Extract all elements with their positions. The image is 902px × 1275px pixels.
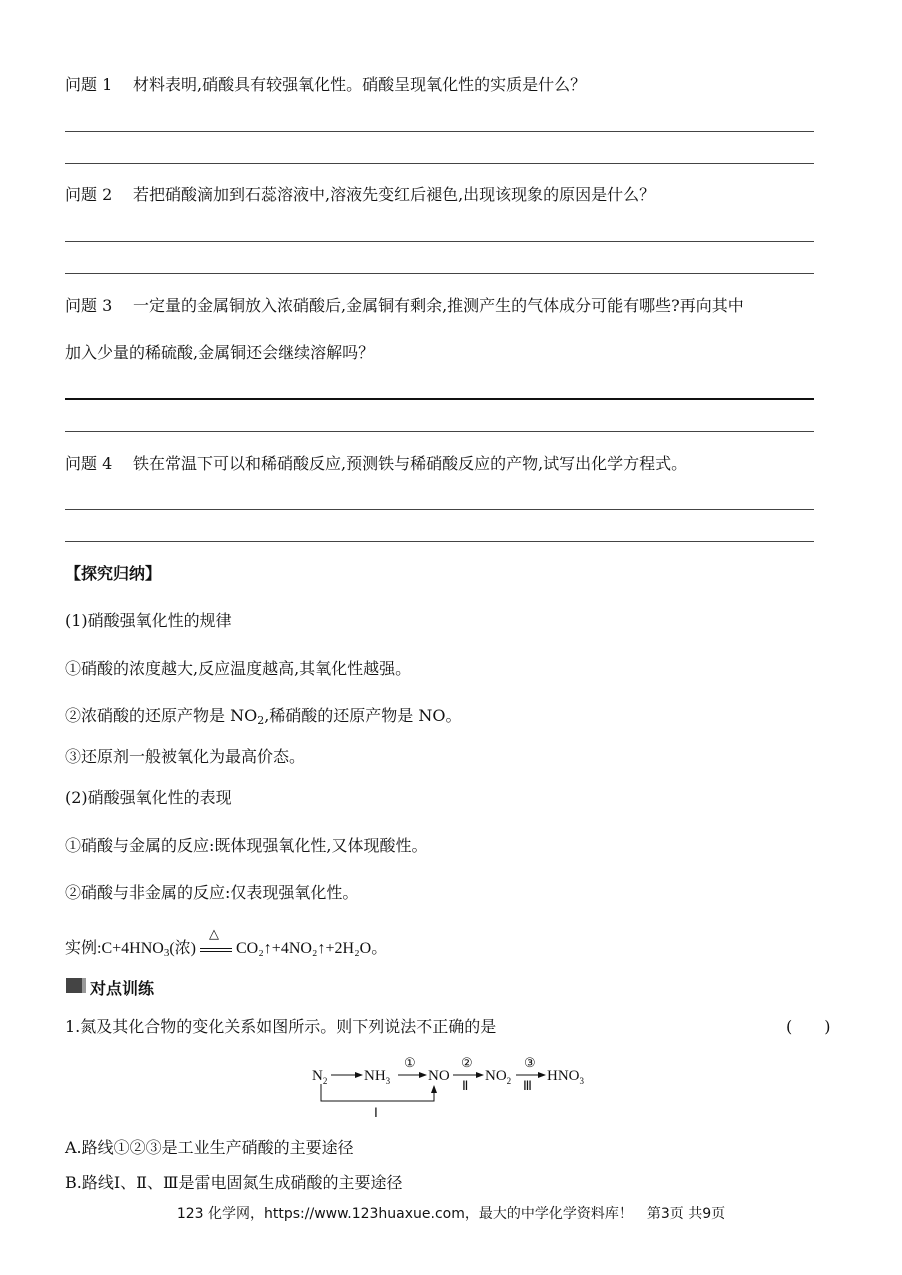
example-equation: [65, 926, 388, 959]
rule-2-text-b: ,稀硝酸的还原产物是 NO。: [264, 706, 462, 725]
question-2: [65, 182, 655, 205]
section-tag-icon: [66, 978, 82, 993]
rule-2: [65, 703, 462, 726]
roman-2-label: Ⅱ: [462, 1078, 469, 1093]
answer-line: [65, 509, 814, 510]
equation-products: CO₂↑+4NO₂↑+2H₂O。: [235, 940, 388, 957]
page-footer: 123 化学网，https://www.123huaxue.com，最大的中学化学资料库！ 第3页 共9页: [176, 1206, 726, 1222]
roman-3-label: Ⅲ: [523, 1078, 532, 1093]
answer-line: [65, 398, 814, 400]
question-4-label: 问题 4: [65, 454, 113, 473]
question-4: [65, 451, 687, 474]
question-4-text: 铁在常温下可以和稀硝酸反应,预测铁与稀硝酸反应的产物,试写出化学方程式。: [133, 454, 688, 473]
node-no: NO: [428, 1068, 450, 1084]
step-3-label: ③: [524, 1055, 536, 1070]
equation-subscript: 3: [163, 947, 170, 959]
question-1-label: 问题 1: [65, 75, 113, 94]
option-a: A.路线①②③是工业生产硝酸的主要途径: [65, 1138, 354, 1157]
reaction-arrow: [200, 926, 232, 958]
step-2-label: ②: [461, 1055, 473, 1070]
equation-reactants: 实例:C+4HNO: [65, 940, 164, 957]
rule-2-text-a: ②浓硝酸的还原产物是 NO: [65, 706, 258, 725]
node-nh3: $NH_3$: [364, 1068, 391, 1086]
summary-heading: 【探究归纳】: [65, 564, 162, 583]
arrow-n2-no: [321, 1084, 434, 1101]
question-1: [65, 72, 586, 95]
rule-2-subscript: 2: [257, 714, 265, 727]
node-hno3: $HNO_3$: [547, 1068, 584, 1086]
answer-line: [65, 131, 814, 132]
performance-1: ①硝酸与金属的反应:既体现强氧化性,又体现酸性。: [65, 836, 428, 855]
heat-symbol: △: [208, 926, 219, 942]
equation-concentrated: (浓): [169, 940, 196, 957]
question-3-text: 一定量的金属铜放入浓硝酸后,金属铜有剩余,推测产生的气体成分可能有哪些?再向其中: [133, 296, 744, 315]
answer-bracket: ( ): [786, 1017, 831, 1036]
performance-title: (2)硝酸强氧化性的表现: [65, 788, 232, 807]
roman-1-label: Ⅰ: [374, 1105, 378, 1120]
rule-1: ①硝酸的浓度越大,反应温度越高,其氧化性越强。: [65, 659, 412, 678]
answer-line: [65, 273, 814, 274]
rules-title: (1)硝酸强氧化性的规律: [65, 611, 232, 630]
answer-line: [65, 241, 814, 242]
step-1-label: ①: [404, 1055, 416, 1070]
question-1-text: 材料表明,硝酸具有较强氧化性。硝酸呈现氧化性的实质是什么？: [133, 75, 587, 94]
nitrogen-diagram: [300, 1048, 600, 1123]
question-2-text: 若把硝酸滴加到石蕊溶液中,溶液先变红后褪色,出现该现象的原因是什么？: [133, 185, 656, 204]
question-2-label: 问题 2: [65, 185, 113, 204]
rule-3: ③还原剂一般被氧化为最高价态。: [65, 747, 306, 766]
training-heading: 对点训练: [90, 979, 155, 998]
answer-line: [65, 163, 814, 164]
node-n2: $N_2$: [312, 1068, 328, 1086]
question-3: [65, 293, 744, 316]
node-no2: $NO_2$: [485, 1068, 512, 1086]
question-text: 1.氮及其化合物的变化关系如图所示。则下列说法不正确的是: [65, 1017, 497, 1036]
answer-line: [65, 431, 814, 432]
question-3-continued: 加入少量的稀硫酸,金属铜还会继续溶解吗？: [65, 343, 375, 362]
question-3-label: 问题 3: [65, 296, 113, 315]
option-b: B.路线Ⅰ、Ⅱ、Ⅲ是雷电固氮生成硝酸的主要途径: [65, 1173, 403, 1192]
answer-line: [65, 541, 814, 542]
performance-2: ②硝酸与非金属的反应:仅表现强氧化性。: [65, 883, 359, 902]
